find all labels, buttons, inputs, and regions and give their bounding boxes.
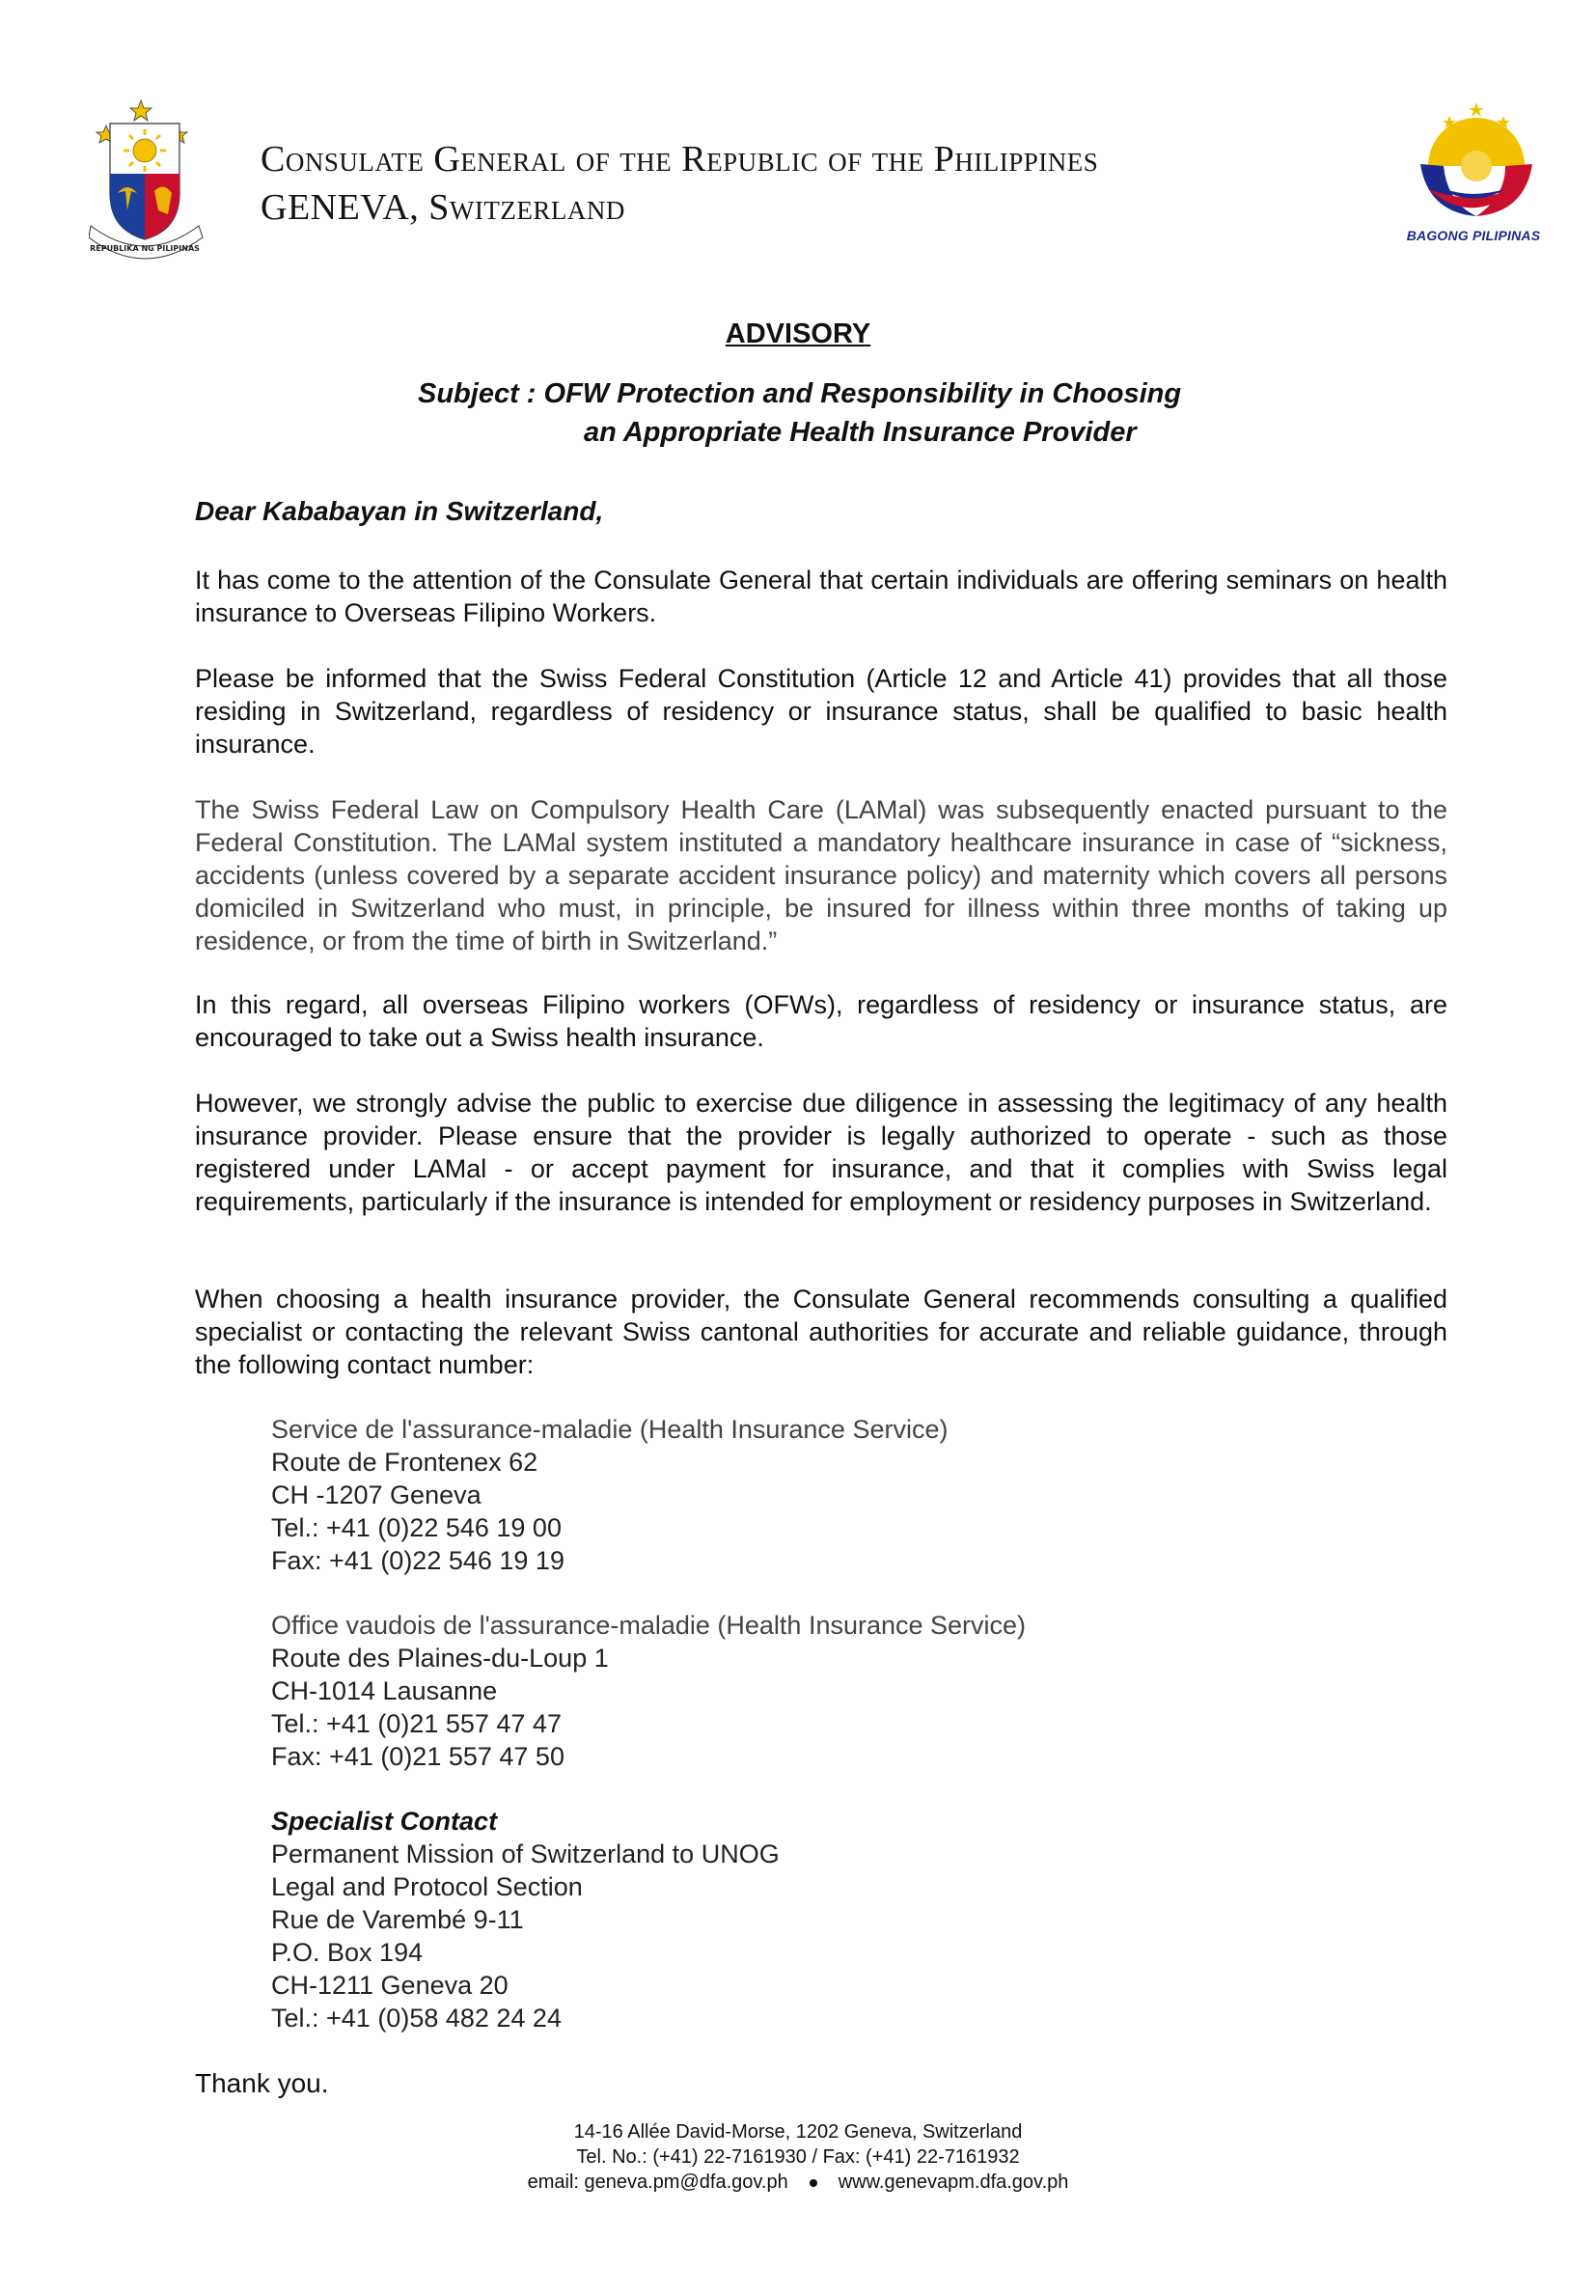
specialist-contact-heading: Specialist Contact [271, 1807, 498, 1836]
bullet-separator [810, 2179, 817, 2187]
advisory-title: ADVISORY [725, 318, 871, 349]
contact-line: Route de Frontenex 62 [271, 1448, 538, 1477]
salutation: Dear Kababayan in Switzerland, [195, 496, 604, 526]
footer-address: 14-16 Allée David-Morse, 1202 Geneva, Switzerland [573, 2121, 1023, 2143]
bagong-pilipinas-wordmark: BAGONG PILIPINAS [1406, 228, 1541, 243]
contact-line: Rue de Varembé 9-11 [271, 1905, 524, 1934]
contact-line: CH-1211 Geneva 20 [271, 1971, 509, 2000]
subject-line-2: an Appropriate Health Insurance Provider [584, 417, 1137, 448]
letterhead-title [261, 135, 1098, 232]
footer-phone: Tel. No.: (+41) 22-7161930 / Fax: (+41) 22-7161932 [576, 2146, 1020, 2168]
contact-phone: Tel.: +41 (0)21 557 47 47 [271, 1709, 562, 1738]
letterhead-line-2: GENEVA, Switzerland [261, 187, 625, 228]
contact-line: Service de l'assurance-maladie (Health Insurance Service) [271, 1415, 949, 1444]
contact-line: P.O. Box 194 [271, 1938, 424, 1967]
contact-phone: Tel.: +41 (0)58 482 24 24 [271, 2004, 562, 2033]
footer-email: email: geneva.pm@dfa.gov.ph [527, 2172, 788, 2193]
contact-line: CH-1014 Lausanne [271, 1676, 498, 1705]
contact-line: CH -1207 Geneva [271, 1480, 482, 1509]
letterhead-line-1: Consulate General of the Republic of the Philippines [261, 139, 1099, 180]
paragraph-choosing-provider: When choosing a health insurance provider, the Consulate General recommends consulting a qualified specialist or contacting the relevant Swiss cantonal authorities for accurate and reliable guidance, through the following contact number: [195, 1285, 1447, 1379]
paragraph-seminars-notice: It has come to the attention of the Consulate General that certain individuals are offering seminars on health insurance to Overseas Filipino Workers. [195, 566, 1447, 627]
contact-vaud-office [271, 1609, 1026, 1773]
contact-specialist [271, 1805, 780, 2034]
paragraph-lamal: The Swiss Federal Law on Compulsory Health Care (LAMal) was subsequently enacted pursuant to the Federal Constitution. The LAMal system instituted a mandatory healthcare insurance in case of “sickness, accidents (unless covered by a separate accident insurance policy) and maternity which covers all persons domiciled in Switzerland who must, in principle, be insured for illness within three months of taking up residence, or from the time of birth in Switzerland.” [195, 795, 1447, 955]
contact-line: Permanent Mission of Switzerland to UNOG [271, 1840, 780, 1868]
footer-website: www.genevapm.dfa.gov.ph [838, 2172, 1069, 2193]
footer-contact-row [0, 2170, 1596, 2195]
closing: Thank you. [195, 2068, 329, 2098]
contact-line: Office vaudois de l'assurance-maladie (Health Insurance Service) [271, 1611, 1027, 1640]
contact-geneva-service [271, 1413, 948, 1577]
contact-fax: Fax: +41 (0)21 557 47 50 [271, 1742, 564, 1771]
contact-fax: Fax: +41 (0)22 546 19 19 [271, 1546, 564, 1575]
contact-line: Route des Plaines-du-Loup 1 [271, 1644, 609, 1673]
contact-line: Legal and Protocol Section [271, 1872, 583, 1901]
letter-footer [0, 2119, 1596, 2195]
subject-line-1: Subject : OFW Protection and Responsibility in Choosing [418, 378, 1182, 409]
philippine-coat-of-arms-icon [89, 97, 243, 261]
paragraph-ofw-encouraged: In this regard, all overseas Filipino workers (OFWs), regardless of residency or insurance status, are encouraged to take out a Swiss health insurance. [195, 990, 1447, 1052]
contact-phone: Tel.: +41 (0)22 546 19 00 [271, 1513, 562, 1542]
svg-text:REPUBLIKA NG PILIPINAS: REPUBLIKA NG PILIPINAS [90, 244, 200, 253]
paragraph-due-diligence: However, we strongly advise the public to exercise due diligence in assessing the legitimacy of any health insurance provider. Please ensure that the provider is legally authorized to operate - such as those registered under LAMal - or accept payment for insurance, and that it complies with Swiss legal requirements, particularly if the insurance is intended for employment or residency purposes in Switzerland. [195, 1089, 1447, 1216]
paragraph-constitution: Please be informed that the Swiss Federal Constitution (Article 12 and Article 41) provides that all those residing in Switzerland, regardless of residency or insurance status, shall be qualified to basic health insurance. [195, 664, 1447, 759]
